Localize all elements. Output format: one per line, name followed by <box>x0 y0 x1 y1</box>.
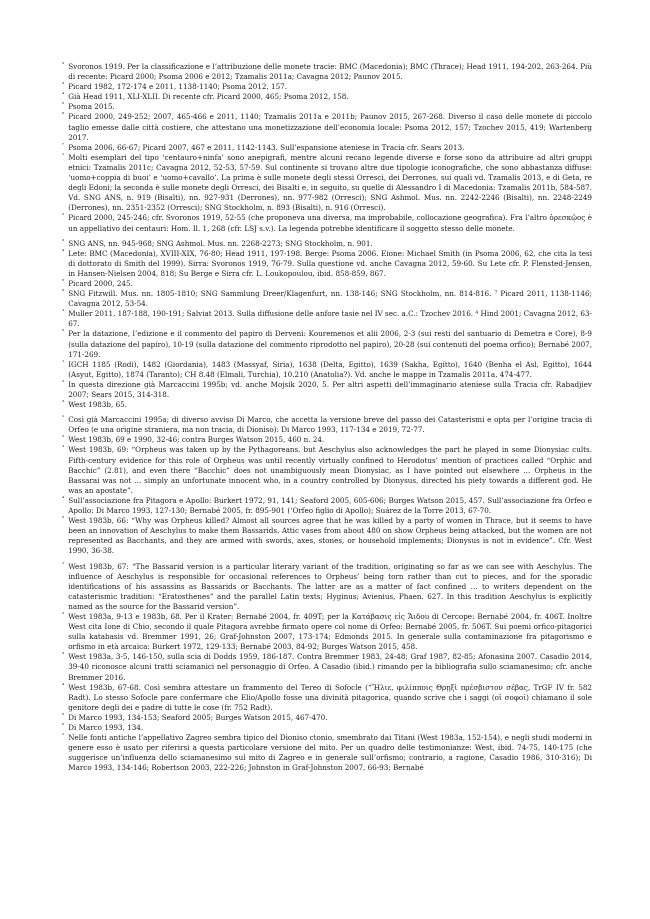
footnote-marker: ⁶ <box>62 289 65 296</box>
footnote <box>62 143 592 153</box>
footnote-marker: ¹ <box>62 561 65 568</box>
footnote-marker: ¹ <box>62 733 65 740</box>
footnote-marker: ¹ <box>62 359 65 366</box>
footnote-text: Picard 2000, 245-246; cfr. Svoronos 1919, 52-55 (che proponeva una diversa, ma improbabile, collocazione geografica). Fra l’altro ὀρεσκῷος è un appellativo dei centauri: Hom. Il. 1, 268 (cfr. LSJ s.v.). La legenda potrebbe identificare il soggetto stesso delle monete. <box>68 213 592 233</box>
footnote <box>62 213 592 233</box>
footnote-text: In questa direzione già Marcaccini 1995b; vd. anche Mojsik 2020, 5. Per altri aspetti dell’immaginario ateniese sulla Tracia cfr. Rabadjiev 2007; Sears 2015, 314-318. <box>68 379 592 399</box>
footnote-text: SNG Fitzwill. Mus. nn. 1805-1810; SNG Sammlung Dreer/Klagenfurt, nn. 138-146; SNG Stockholm, nn. 814-816. ⁷ Picard 2011, 1138-1146; Cavagna 2012, 53-54. <box>68 289 592 309</box>
footnote-text: West 1983b, 67-68. Così sembra attestare un frammento del Tereo di Sofocle (“Ἥλιε, φιλίπποις Θρῃξὶ πρέσβιστον σέβας, TrGF IV fr. 582 Radt). Lo stesso Sofocle pare confermare che Elio/Apollo fosse una divinità pitagorica, quando scrive che i saggi (οἱ σοφοί) chiamano il sole genitore degli dei e padre di tutte le cose (fr. 752 Radt). <box>68 682 592 712</box>
footnote-marker: ³ <box>62 238 65 245</box>
footnote-marker: ⁷ <box>62 142 65 149</box>
footnote-marker: ⁶ <box>62 723 65 729</box>
footnote-text: Muller 2011, 187-188, 190-191; Salviat 2013. Sulla diffusione delle anfore tasie nel IV sec. a.C.: Tzochev 2016. ⁴ Hind 2001; Cavagna 2012, 63-67. <box>68 309 592 329</box>
footnote-marker: ⁴ <box>62 92 65 99</box>
footnote-text: Per la datazione, l’edizione e il commento del papiro di Derveni: Kouremenos et alii 2006, 2-3 (sui resti del santuario di Demetra e Core), 8-9 (sulla datazione del papiro), 10-19 (sulla datazione del commento riprodotto nel papiro), 20-28 (sui contenuti del poema orfico); Bernabé 2007, 171-269. <box>68 329 592 359</box>
footnote-text: SNG ANS, nn. 945-968; SNG Ashmol. Mus. nn. 2268-2273; SNG Stockholm, n. 901. <box>68 238 373 248</box>
footnote-text: Svoronos 1919. Per la classificazione e l’attribuzione delle monete tracie: BMC (Macedonia); BMC (Thrace); Head 1911, 194-202, 263-264. Più di recente: Picard 2000; Psoma 2006 e 2012; Tzamalis 2011a; Cavagna 2012; Paunov 2015. <box>68 62 592 82</box>
footnote-marker: ³ <box>62 652 65 659</box>
footnote <box>62 415 592 435</box>
footnote <box>62 723 592 733</box>
footnote <box>62 612 592 652</box>
footnote-marker: ³ <box>62 445 65 452</box>
footnote-text: Lete: BMC (Macedonia), XVIII-XIX, 76-80; Head 1911, 197-198. Berge: Psoma 2006. Eione: Michael Smith (in Psoma 2006, 62, che cita la tesi di dottorato di Smith del 1999). Sirra: Svoronos 1919, 76-79. Sulla questione vd. anche Cavagna 2012, 59-60. Su Lete cfr. P. Flensted-Jensen, in Hansen-Nielsen 2004, 818; Su Berge e Sirra cfr. L. Loukopoulou, ibid. 858-859, 867. <box>68 248 592 278</box>
footnote-marker: ¹ <box>62 415 65 422</box>
footnote-marker: ⁵ <box>62 516 65 523</box>
footnote <box>62 249 592 279</box>
footnote-marker: ⁵ <box>62 712 65 719</box>
footnote-text: Così già Marcaccini 1995a; di diverso avviso Di Marco, che accetta la versione breve del passo dei Catasterismi e opta per l’origine tracia di Orfeo (e una origine straniera, ma non tracia, di Dioniso): Di Marco 1993, 117-134 e 2019, 72-77. <box>68 415 592 435</box>
footnote-marker: ⁴ <box>62 682 65 689</box>
footnote <box>62 360 592 380</box>
footnote <box>62 652 592 682</box>
footnote <box>62 92 592 102</box>
footnote <box>62 62 592 82</box>
footnote-marker: ³ <box>62 400 65 407</box>
footnote-marker: ³ <box>62 309 65 316</box>
footnote <box>62 496 592 516</box>
footnote <box>62 329 592 359</box>
footnote-text: West 1983a, 9-13 e 1983b, 68. Per il Krater: Bernabé 2004, fr. 409T; per la Κατάβασις εἰς Ἅιδου di Cercope: Bernabé 2004, fr. 406T. Inoltre West cita Ione di Chio, secondo il quale Pitagora avrebbe firmato opere col nome di Orfeo: Bernabé 2005, fr. 506T. Sui poemi orfico-pitagorici sulla katabasis vd. Bremmer 1991, 26; Graf-Johnston 2007, 173-174; Edmonds 2015. In generale sulla contaminazione fra pitagorismo e orfismo in età arcaica: Burkert 1972, 129-133; Bernabé 2003, 84-92; Burges Watson 2015, 458. <box>68 611 592 652</box>
footnote-marker: ² <box>62 611 65 618</box>
footnote-text: Nelle fonti antiche l’appellativo Zagreo sembra tipico del Dioniso ctonio, smembrato dai Titani (West 1983a, 152-154), e negli studi moderni in genere esso è usato per riferirsi a questa particolare versione del mito. Per un quadro delle testimonianze: West, ibid. 74-75, 140-175 (che suggerisce un’influenza dello sciamanesimo sul mito di Zagreo e in generale sull’orfismo; contrario, a ragione, Casadio 1986, 310-316); Di Marco 1993, 134-146; Robertson 2003, 222-226; Johnston in Graf-Johnston 2007, 66-93; Bernabé <box>68 733 592 773</box>
footnote-marker: ² <box>62 62 65 68</box>
footnote-marker: ² <box>62 213 65 220</box>
footnote-text: West 1983b, 69 e 1990, 32-46; contra Burges Watson 2015, 460 n. 24. <box>68 435 325 445</box>
footnote-marker: ² <box>62 379 65 386</box>
footnote-text: Picard 2000, 245. <box>68 278 133 288</box>
footnote-marker: ⁴ <box>62 495 65 502</box>
footnote-marker: ⁵ <box>62 278 65 285</box>
footnote-marker: ² <box>62 435 65 442</box>
footnote-text: Molti esemplari del tipo ‘centauro+ninfa’ sono anepigrafi, mentre alcuni recano legende diverse e forse sono da attribuire ad altri gruppi etnici: Tzamalis 2011c; Cavagna 2012, 52-53, 57-59. Sul continente si trovano altre due tipologie iconografiche, che sono abbastanza diffuse: ‘uomo+coppia di buoi’ e ‘uomo+cavallo’. La prima è sulle monete degli stessi Orresci, dei Derrones, sui quali vd. Tzamalis 2013, e di Geta, re degli Edoni; la seconda è sulle monete degli Orresci, dei Bisalti e, in seguito, su quelle di Alessandro I di Macedonia: Tzamalis 2011b, 584-587. Vd. SNG ANS, n. 919 (Bisalti), nn. 927-931 (Derrones), nn. 977-982 (Orresci); SNG Ashmol. Mus. nn. 2242-2246 (Bisalti), nn. 2248-2249 (Derrones), nn. 2351-2352 (Orresci); SNG Stockholm, n. 893 (Bisalti), n. 916 (Orresci). <box>68 152 592 213</box>
footnote <box>62 112 592 142</box>
footnote <box>62 289 592 309</box>
footnote-text: West 1983b, 67: “The Bassarid version is a particular literary variant of the tradition, originating so far as we can see with Aeschylus. The influence of Aeschylus is responsible for occasional references to Orpheus’ being torn rather than cut to pieces, and for the sporadic identifications of his assassins as Bassarids or Bacchants. The latter are as a matter of fact confined … to writers dependent on the catasterismic tradition: “Eratosthenes” and the parallel Latin texts; Hyginus; Avienius, Phaen. 627. In this tradition Aeschylus is explicitly named as the source for the Bassarid version”. <box>68 561 592 611</box>
footnote <box>62 562 592 612</box>
footnote-text: IGCH 1185 (Rodi), 1482 (Giordania), 1483 (Massyaf, Siria), 1638 (Delta, Egitto), 1639 (Sakha, Egitto), 1640 (Benha el Asl, Egitto), 1644 (Asyut, Egitto), 1874 (Taranto); CH 8.48 (Elmali, Turchia), 10.210 (Anatolia?). Vd. anche le mappe in Tzamalis 2011a, 474-477. <box>68 359 592 379</box>
footnote-text: Picard 2000, 249-252; 2007, 465-466 e 2011, 1140; Tzamalis 2011a e 2011b; Paunov 2015, 267-268. Diverso il caso delle monete di piccolo taglio emesse dalle città costiere, che attestano una monetizzazione dell’economia locale: Psoma 2012, 157; Tzochev 2015, 419; Wartenberg 2017. <box>68 112 592 142</box>
footnote-text: Sull’associazione fra Pitagora e Apollo: Burkert 1972, 91, 141; Seaford 2005, 605-606; Burges Watson 2015, 457. Sull’associazione fra Orfeo e Apollo: Di Marco 1993, 127-130; Bernabé 2005, fr. 895-901 (‘Orfeo figlio di Apollo); Suárez de la Torre 2013, 67-70. <box>68 495 592 516</box>
footnote-marker: ³ <box>62 82 65 89</box>
footnote-text: West 1983b, 65. <box>68 400 128 410</box>
footnote <box>62 683 592 713</box>
footnote-marker: ⁵ <box>62 329 65 336</box>
footnote <box>62 279 592 289</box>
footnote-marker: ⁵ <box>62 102 65 109</box>
footnote-text: Psoma 2006, 66-67; Picard 2007, 467 e 2011, 1142-1143. Sull’espansione ateniese in Tracia cfr. Sears 2013. <box>68 142 465 152</box>
footnote-text: Psoma 2015. <box>68 102 115 112</box>
footnote-text: Di Marco 1993, 134. <box>68 723 144 732</box>
footnote <box>62 380 592 400</box>
footnote-text: Picard 1982, 172-174 e 2011, 1138-1140; Psoma 2012, 157. <box>68 82 288 92</box>
footnote <box>62 713 592 723</box>
footnote-marker: ⁴ <box>62 248 65 255</box>
footnote <box>62 309 592 329</box>
footnote <box>62 445 592 495</box>
footnote-text: Già Head 1911, XLI-XLII. Di recente cfr. Picard 2000, 465; Psoma 2012, 158. <box>68 92 349 102</box>
footnote <box>62 733 592 773</box>
footnote <box>62 239 592 249</box>
footnote-text: West 1983a, 3-5, 146-150, sulla scia di Dodds 1959, 186-187. Contra Bremmer 1983, 24-48; Graf 1987, 82-85; Afonasina 2007. Casadio 2014, 39-40 riconosce alcuni tratti sciamanici nel personaggio di Orfeo. A Casadio (ibid.) rimando per la bibliografia sullo sciamanesimo; cfr. anche Bremmer 2016. <box>68 652 592 682</box>
footnote <box>62 82 592 92</box>
footnotes-page <box>62 62 592 912</box>
footnote-marker: ⁶ <box>62 112 65 119</box>
footnote <box>62 435 592 445</box>
footnote <box>62 516 592 556</box>
footnote-text: West 1983b, 66: “Why was Orpheus killed? Almost all sources agree that he was killed by a party of women in Thrace, but it seems to have been an innovation of Aeschylus to make them Bassarids. Attic vases from about 480 on show Orpheus being attacked, but the women are not represented as Bacchants, and they are armed with swords, axes, stones, or household implements; Dionysus is not in evidence”. Cfr. West 1990, 36-38. <box>68 516 592 556</box>
footnote-text: West 1983b, 69: “Orpheus was taken up by the Pythagoreans, but Aeschylus also acknowledges the part he played in some Dionysiac cults. Fifth-century evidence for this role of Orpheus was until recently virtually confined to Herodotus’ mention of practices called “Orphic and Bacchic” (2.81), and even there “Bacchic” does not unambiguously mean Dionysiac, as I have pointed out elsewhere … Orpheus in the Bassarai was not … simply an unfortunate innocent who, in a country controlled by Dionysus, directed his piety towards a different god. He was an apostate”. <box>68 445 592 495</box>
footnote <box>62 400 592 410</box>
footnote-marker: ¹ <box>62 152 65 159</box>
footnote <box>62 102 592 112</box>
footnote <box>62 153 592 214</box>
footnote-text: Di Marco 1993, 134-153; Seaford 2005; Burges Watson 2015, 467-470. <box>68 712 328 722</box>
